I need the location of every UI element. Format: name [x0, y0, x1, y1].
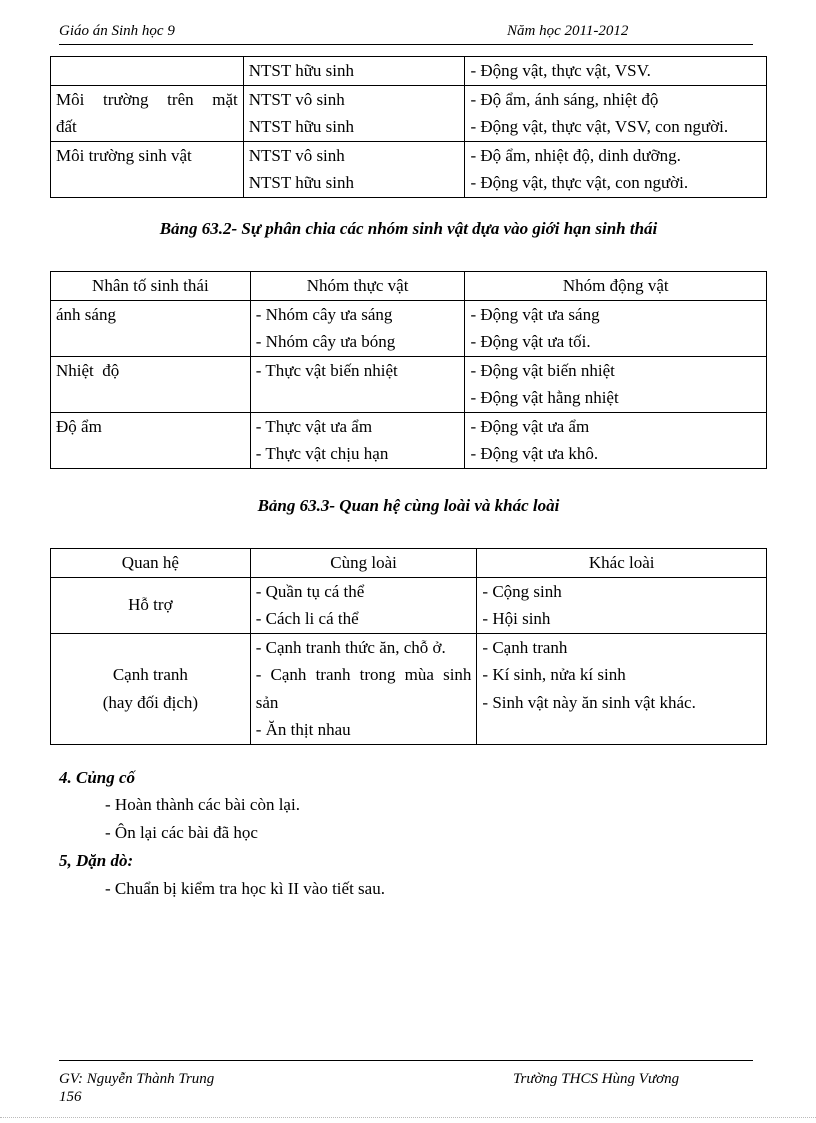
table-cell: - Thực vật chịu hạn — [250, 440, 465, 468]
table-cell: - Động vật ưa tối. — [465, 328, 767, 356]
table-cell: - Quần tụ cá thể — [250, 577, 477, 605]
table-cell — [51, 440, 251, 468]
table-row — [51, 57, 767, 86]
table-header-row — [51, 549, 767, 578]
table-cell: - Ăn thịt nhau — [250, 716, 477, 744]
relationship-label: Hỗ trợ — [51, 577, 251, 633]
table2-caption: Bảng 63.2- Sự phân chia các nhóm sinh vật dựa vào giới hạn sinh thái — [159, 219, 658, 238]
section-4-line: - Hoàn thành các bài còn lại. — [105, 795, 300, 814]
table-row — [51, 356, 767, 384]
table-cell: Nhiệt độ — [51, 356, 251, 384]
table-cell: NTST vô sinh — [243, 85, 465, 113]
table-row — [51, 300, 767, 328]
footer-school: Trường THCS Hùng Vương — [513, 1071, 680, 1087]
table-cell: - Nhóm cây ưa sáng — [250, 300, 465, 328]
column-header: Cùng loài — [250, 549, 477, 578]
table-cell: - Độ ẩm, ánh sáng, nhiệt độ — [465, 85, 767, 113]
table-cell: - Động vật biến nhiệt — [465, 356, 767, 384]
compete-label-line2: (hay đối địch) — [102, 692, 199, 712]
table-cell: - Thực vật biến nhiệt — [250, 356, 465, 384]
table-cell: - Động vật, thực vật, VSV. — [465, 57, 767, 86]
column-header: Quan hệ — [51, 549, 251, 578]
wrapped-line: - Cạnh tranh trong mùa sinh — [255, 665, 472, 684]
table-cell: - Động vật, thực vật, con người. — [465, 169, 767, 197]
table-row — [51, 113, 767, 141]
table-cell — [250, 384, 465, 412]
table-cell: - Cạnh tranh — [477, 633, 767, 661]
relationship-label — [51, 633, 251, 744]
section-4-line: - Ôn lại các bài đã học — [105, 823, 258, 842]
page-bottom-divider — [0, 1117, 816, 1118]
header-school-year: Năm học 2011-2012 — [507, 23, 629, 39]
section-5-title: 5, Dặn dò: — [59, 851, 134, 870]
table-cell: - Cộng sinh — [477, 577, 767, 605]
column-header: Nhóm động vật — [465, 272, 767, 301]
footer-teacher: GV: Nguyễn Thành Trung — [59, 1071, 215, 1087]
ecological-groups-table — [50, 271, 767, 469]
page-number: 156 — [59, 1089, 82, 1105]
table-row — [51, 412, 767, 440]
table-cell: NTST hữu sinh — [243, 169, 465, 197]
table-header-row — [51, 272, 767, 301]
table-cell — [51, 169, 244, 197]
table-row — [51, 577, 767, 605]
table-cell: - Kí sinh, nửa kí sinh — [477, 661, 767, 689]
table-cell: - Động vật ưa khô. — [465, 440, 767, 468]
column-header: Khác loài — [477, 549, 767, 578]
table-cell: - Động vật ưa sáng — [465, 300, 767, 328]
table-cell: - Hội sinh — [477, 605, 767, 633]
table-cell: - Cạnh tranh thức ăn, chỗ ở. — [250, 633, 477, 661]
table-cell: Độ ẩm — [51, 412, 251, 440]
table3-caption: Bảng 63.3- Quan hệ cùng loài và khác loài — [257, 496, 560, 515]
table-row — [51, 328, 767, 356]
env-label: Môi trường trên mặt — [56, 89, 238, 109]
page-footer — [59, 1060, 753, 1105]
table-row — [51, 169, 767, 197]
table-cell — [51, 85, 244, 113]
table-cell — [477, 716, 767, 744]
table-cell: Môi trường sinh vật — [51, 141, 244, 169]
table-cell: - Động vật, thực vật, VSV, con người. — [465, 113, 767, 141]
column-header: Nhóm thực vật — [250, 272, 465, 301]
table-cell: NTST vô sinh — [243, 141, 465, 169]
table-cell: - Sinh vật này ăn sinh vật khác. — [477, 689, 767, 717]
table-cell: - Độ ẩm, nhiệt độ, dinh dưỡng. — [465, 141, 767, 169]
table-row — [51, 141, 767, 169]
table-cell: NTST hữu sinh — [243, 57, 465, 86]
table-row — [51, 384, 767, 412]
environment-factors-table — [50, 56, 767, 198]
relationships-table — [50, 548, 767, 745]
header-subject: Giáo án Sinh học 9 — [59, 23, 175, 39]
table-cell: - Nhóm cây ưa bóng — [250, 328, 465, 356]
table-row — [51, 85, 767, 113]
table-cell — [51, 57, 244, 86]
table-cell — [51, 328, 251, 356]
table-cell: - Cách li cá thể — [250, 605, 477, 633]
table-cell: ánh sáng — [51, 300, 251, 328]
table-cell: - Động vật hằng nhiệt — [465, 384, 767, 412]
table-cell: NTST hữu sinh — [243, 113, 465, 141]
table-cell: đất — [51, 113, 244, 141]
table-row — [51, 633, 767, 661]
table-cell — [250, 661, 477, 689]
compete-label-line1: Cạnh tranh — [112, 665, 188, 684]
page-header — [59, 20, 753, 45]
section-4-title: 4. Củng cố — [59, 768, 136, 787]
table-row — [51, 440, 767, 468]
table-cell: sản — [250, 689, 477, 717]
section-5-line: - Chuẩn bị kiểm tra học kì II vào tiết sau. — [105, 879, 385, 898]
table-cell — [51, 384, 251, 412]
table-cell: - Động vật ưa ẩm — [465, 412, 767, 440]
table-cell: - Thực vật ưa ẩm — [250, 412, 465, 440]
column-header: Nhân tố sinh thái — [51, 272, 251, 301]
